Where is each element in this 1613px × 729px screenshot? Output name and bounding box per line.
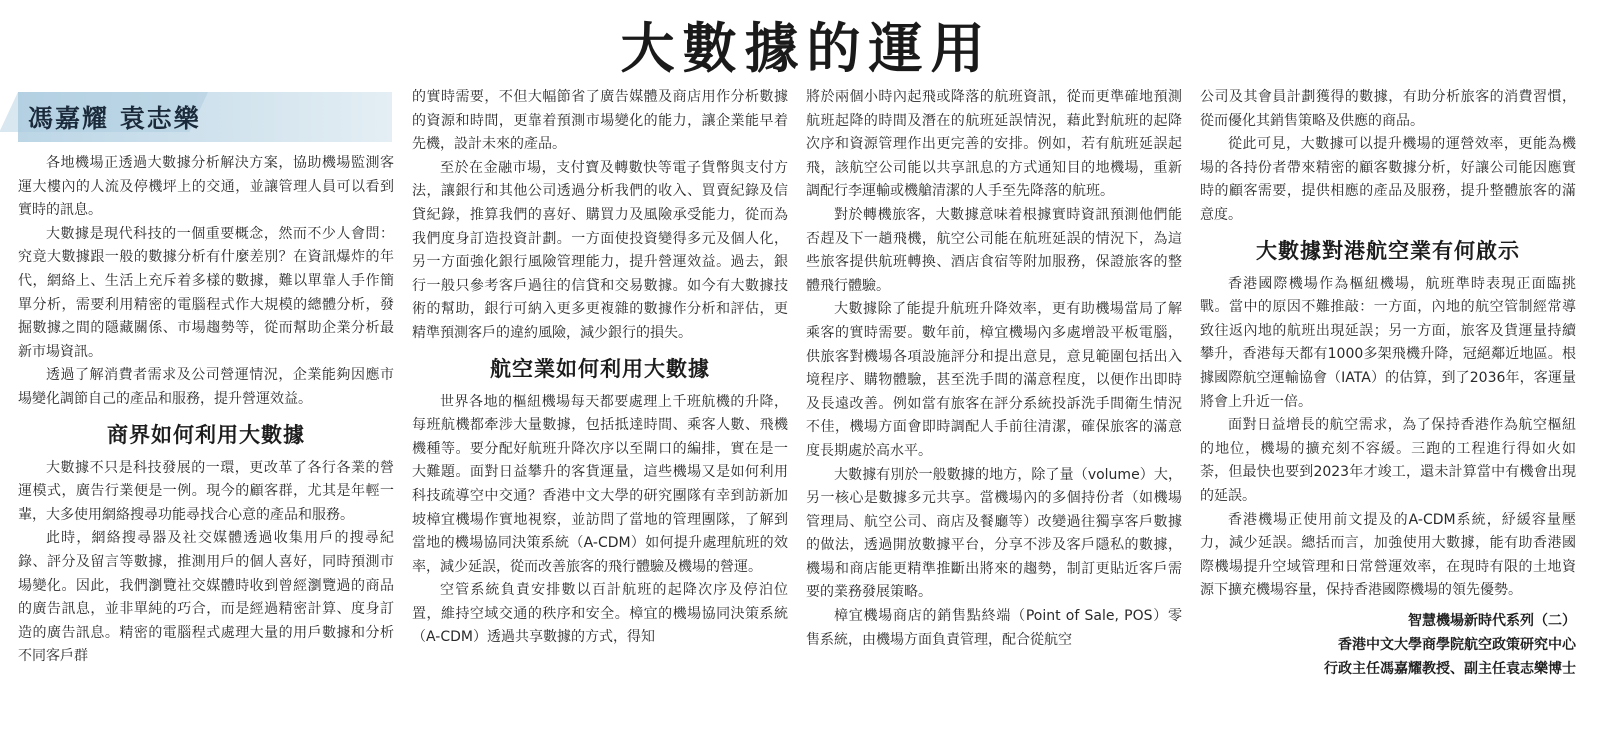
paragraph: 公司及其會員計劃獲得的數據，有助分析旅客的消費習慣，從而優化其銷售策略及供應的商品。 xyxy=(1200,89,1576,129)
paragraph: 世界各地的樞紐機場每天都要處理上千班航機的升降，每班航機都牽涉大量數據，包括抵達時間、乘客人數、飛機機種等。要分配好航班升降次序以至閘口的編排，實在是一大難題。面對日益攀升的客貨運量，這些機場又是如何利用科技疏導空中交通？香港中文大學的研究團隊有幸到訪新加坡樟宜機場作實地視察，並訪問了當地的管理團隊，了解到當地的機場協同決策系統（A-CDM）如何提升處理航班的效率，減少延誤，從而改善旅客的飛行體驗及機場的營運。 xyxy=(412,393,788,575)
paragraph: 大數據是現代科技的一個重要概念，然而不少人會問：究竟大數據跟一般的數據分析有什麼差別？在資訊爆炸的年代，網絡上、生活上充斥着多樣的數據，難以單靠人手作簡單分析，需要利用精密的電腦程式作大規模的總體分析，發掘數據之間的隱藏關係、市場趨勢等，從而幫助企業分析最新市場資訊。 xyxy=(18,225,394,360)
paragraph: 香港國際機場作為樞紐機場，航班準時表現正面臨挑戰。當中的原因不難推敲：一方面，內地的航空管制經常導致往返內地的航班出現延誤；另一方面，旅客及貨運量持續攀升，香港每天都有1000多架飛機升降，冠絕鄰近地區。根據國際航空運輸協會（IATA）的估算，到了2036年，客運量將會上升近一倍。 xyxy=(1200,275,1576,410)
section-heading: 大數據對港航空業有何啟示 xyxy=(1256,238,1520,263)
author-titles: 行政主任馮嘉耀教授、副主任袁志樂博士 xyxy=(1324,660,1576,677)
author-footer xyxy=(1200,609,1576,681)
column-2 xyxy=(412,86,788,650)
paragraph: 大數據不只是科技發展的一環，更改革了各行各業的營運模式，廣告行業便是一例。現今的顧客群，尤其是年輕一輩，大多使用網絡搜尋功能尋找合心意的產品和服務。 xyxy=(18,459,394,523)
paragraph: 樟宜機場商店的銷售點終端（Point of Sale, POS）零售系統，由機場方面負責管理，配合從航空 xyxy=(806,608,1182,648)
paragraph: 的實時需要，不但大幅節省了廣告媒體及商店用作分析數據的資源和時間，更靠着預測市場變化的能力，讓企業能早着先機，設計未來的產品。 xyxy=(412,89,788,153)
column-1 xyxy=(18,152,394,669)
paragraph: 各地機場正透過大數據分析解決方案，協助機場監測客運大樓內的人流及停機坪上的交通，並讓管理人員可以看到實時的訊息。 xyxy=(18,155,394,219)
paragraph: 面對日益增長的航空需求，為了保持香港作為航空樞紐的地位，機場的擴充刻不容緩。三跑的工程進行得如火如荼，但最快也要到2023年才竣工，還未計算當中有機會出現的延誤。 xyxy=(1200,417,1576,504)
section-heading: 航空業如何利用大數據 xyxy=(490,356,710,381)
series-name: 智慧機場新時代系列（二） xyxy=(1408,612,1576,629)
paragraph: 大數據有別於一般數據的地方，除了量（volume）大，另一核心是數據多元共享。當機場內的多個持份者（如機場管理局、航空公司、商店及餐廳等）改變過往獨享客戶數據的做法，透過開放數據平台，分享不涉及客戶隱私的數據，機場和商店能更精準推斷出將來的趨勢，制訂更貼近客戶需要的業務發展策略。 xyxy=(806,466,1182,601)
paragraph: 此時，網絡搜尋器及社交媒體透過收集用戶的搜尋紀錄、評分及留言等數據，推測用戶的個人喜好，同時預測市場變化。因此，我們瀏覽社交媒體時收到曾經瀏覽過的商品的廣告訊息，並非單純的巧合，而是經過精密計算、度身訂造的廣告訊息。精密的電腦程式處理大量的用戶數據和分析不同客戶群 xyxy=(18,530,394,665)
paragraph: 至於在金融市場，支付寶及轉數快等電子貨幣與支付方法，讓銀行和其他公司透過分析我們的收入、買賣紀錄及信貸紀錄，推算我們的喜好、購買力及風險承受能力，從而為我們度身訂造投資計劃。一方面使投資變得多元及個人化，另一方面強化銀行風險管理能力，提升營運效益。過去，銀行一般只參考客戶過往的信貸和交易數據。如今有大數據技術的幫助，銀行可納入更多更複雜的數據作分析和評估，更精準預測客戶的違約風險，減少銀行的損失。 xyxy=(412,159,788,341)
paragraph: 大數據除了能提升航班升降效率，更有助機場當局了解乘客的實時需要。數年前，樟宜機場內多處增設平板電腦，供旅客對機場各項設施評分和提出意見，意見範圍包括出入境程序、購物體驗，甚至洗手間的滿意程度，以便作出即時及長遠改善。例如當有旅客在評分系統投訴洗手間衛生情況不佳，機場方面會即時調配人手前往清潔，確保旅客的滿意度長期處於高水平。 xyxy=(806,301,1182,459)
paragraph: 將於兩個小時內起飛或降落的航班資訊，從而更準確地預測航班起降的時間及潛在的航班延誤情況，藉此對航班的起降次序和資源管理作出更完善的安排。例如，若有航班延誤起飛，該航空公司能以共享訊息的方式通知目的地機場，重新調配行李運輸或機艙清潔的人手至先降落的航班。 xyxy=(806,89,1182,200)
affiliation: 香港中文大學商學院航空政策研究中心 xyxy=(1338,636,1576,653)
byline-banner xyxy=(18,92,392,142)
column-4 xyxy=(1200,86,1576,681)
paragraph: 透過了解消費者需求及公司營運情況，企業能夠因應市場變化調節自己的產品和服務，提升營運效益。 xyxy=(18,367,394,407)
column-3 xyxy=(806,86,1182,652)
section-heading: 商界如何利用大數據 xyxy=(107,422,305,447)
paragraph: 空管系統負責安排數以百計航班的起降次序及停泊位置，維持空域交通的秩序和安全。樟宜的機場協同決策系統（A-CDM）透過共享數據的方式，得知 xyxy=(412,582,788,646)
paragraph: 從此可見，大數據可以提升機場的運營效率，更能為機場的各持份者帶來精密的顧客數據分析，好讓公司能因應實時的顧客需要，提供相應的產品及服務，提升整體旅客的滿意度。 xyxy=(1200,136,1576,223)
paragraph: 香港機場正使用前文提及的A-CDM系統，紓緩容量壓力，減少延誤。總括而言，加強使用大數據，能有助香港國際機場提升空域管理和日常營運效率，在現時有限的土地資源下擴充機場容量，保持香港國際機場的領先優勢。 xyxy=(1200,511,1576,599)
article-title: 大數據的運用 xyxy=(620,16,993,80)
paragraph: 對於轉機旅客，大數據意味着根據實時資訊預測他們能否趕及下一趟飛機，航空公司能在航班延誤的情況下，為這些旅客提供航班轉換、酒店食宿等附加服務，保證旅客的整體飛行體驗。 xyxy=(806,206,1182,294)
byline-authors: 馮嘉耀 袁志樂 xyxy=(28,104,201,133)
